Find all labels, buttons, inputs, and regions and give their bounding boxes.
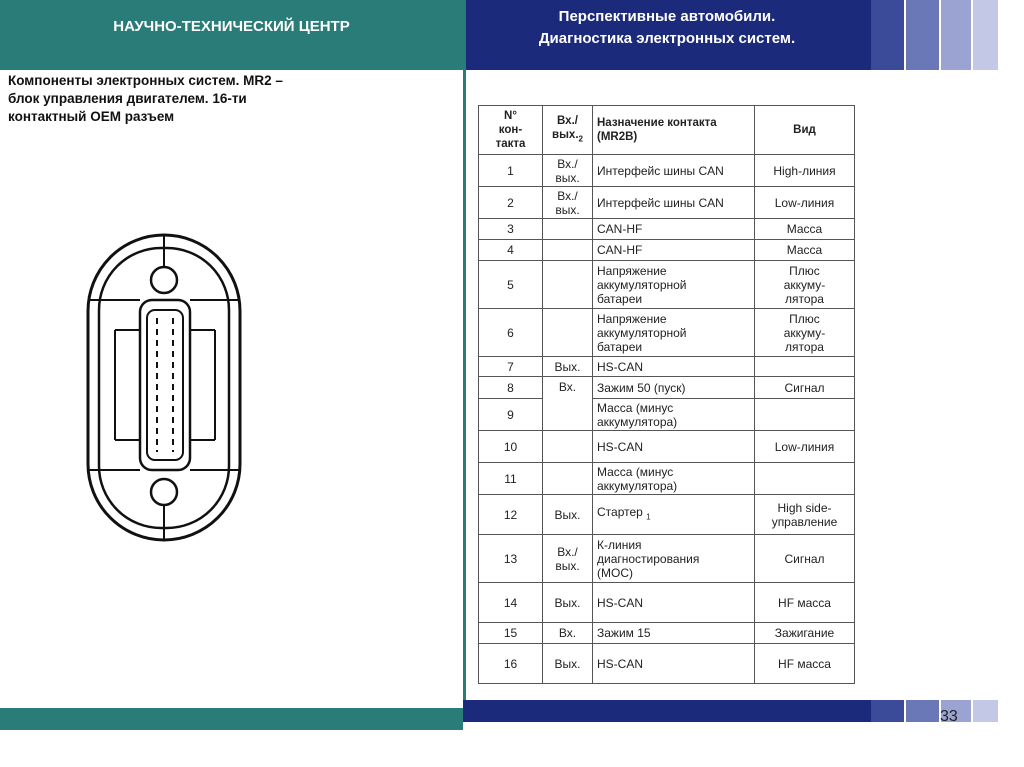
cell-pin-number: 3 [479, 219, 543, 240]
cell-pin-number: 14 [479, 583, 543, 623]
cell-type: Зажигание [755, 623, 855, 644]
cell-io: Вых. [543, 495, 593, 535]
cell-type: HF масса [755, 644, 855, 684]
cell-type: High-линия [755, 155, 855, 187]
cell-purpose: Зажим 50 (пуск) [593, 377, 755, 399]
table-row [479, 155, 855, 187]
cell-pin-number: 6 [479, 309, 543, 357]
connector-pin-cavity [147, 310, 183, 460]
cell-purpose: Стартер $_1$ [593, 495, 755, 535]
table-row [479, 583, 855, 623]
cell-io [543, 309, 593, 357]
header-square-2 [906, 0, 939, 70]
table-row [479, 399, 855, 431]
cell-io [543, 240, 593, 261]
connector-outer-shell [88, 235, 240, 540]
page-number: 33 [940, 708, 958, 725]
cell-purpose: Масса (минус аккумулятора) [593, 399, 755, 431]
cell-type: Масса [755, 240, 855, 261]
cell-io: Вх./ вых. [543, 187, 593, 219]
cell-purpose: Напряжение аккумуляторной батареи [593, 309, 755, 357]
subtitle-line-2: блок управления двигателем. 16-ти [8, 91, 247, 106]
connector-diagram [85, 230, 255, 550]
cell-purpose: CAN-HF [593, 219, 755, 240]
cell-io: Вх./ вых. [543, 155, 593, 187]
footer-left-band [0, 708, 463, 730]
cell-io: Вх./ вых. [543, 535, 593, 583]
table-row [479, 240, 855, 261]
cell-type [755, 463, 855, 495]
table-row [479, 357, 855, 377]
cell-type: High side- управление [755, 495, 855, 535]
cell-purpose: Напряжение аккумуляторной батареи [593, 261, 755, 309]
cell-io [543, 219, 593, 240]
table-row [479, 623, 855, 644]
subtitle-line-3: контактный OEM разъем [8, 109, 175, 124]
footer-right-band [463, 700, 871, 722]
cell-purpose: Интерфейс шины CAN [593, 155, 755, 187]
cell-io: Вых. [543, 583, 593, 623]
header-left-title: НАУЧНО-ТЕХНИЧЕСКИЙ ЦЕНТР [113, 18, 350, 35]
cell-purpose: HS-CAN [593, 644, 755, 684]
cell-pin-number: 7 [479, 357, 543, 377]
cell-purpose: Зажим 15 [593, 623, 755, 644]
table-row [479, 261, 855, 309]
cell-pin-number: 15 [479, 623, 543, 644]
table-row [479, 309, 855, 357]
connector-top-hole [151, 267, 177, 293]
cell-pin-number: 11 [479, 463, 543, 495]
cell-io [543, 261, 593, 309]
cell-type [755, 399, 855, 431]
cell-type: Сигнал [755, 377, 855, 399]
cell-pin-number: 4 [479, 240, 543, 261]
header-right-title [463, 6, 871, 50]
table-row [479, 463, 855, 495]
table-row [479, 495, 855, 535]
cell-type: Low-линия [755, 187, 855, 219]
cell-purpose: HS-CAN [593, 431, 755, 463]
cell-pin-number: 1 [479, 155, 543, 187]
connector-bottom-hole [151, 479, 177, 505]
cell-purpose: Масса (минус аккумулятора) [593, 463, 755, 495]
connector-inner-shell [99, 248, 229, 528]
header-left-band [0, 0, 463, 70]
cell-io: Вх. [543, 623, 593, 644]
cell-pin-number: 16 [479, 644, 543, 684]
pin-table [478, 105, 855, 684]
cell-pin-number: 10 [479, 431, 543, 463]
table-row [479, 187, 855, 219]
cell-pin-number: 12 [479, 495, 543, 535]
footer-square-2 [906, 700, 939, 722]
table-header-row [479, 106, 855, 155]
cell-type: HF масса [755, 583, 855, 623]
cell-io: Вых. [543, 357, 593, 377]
header-right-title-line2: Диагностика электронных систем. [538, 30, 796, 47]
cell-pin-number: 2 [479, 187, 543, 219]
table-row [479, 219, 855, 240]
header-square-4 [973, 0, 998, 70]
header-pin-number: N° кон- такта [479, 106, 543, 155]
cell-type: Масса [755, 219, 855, 240]
cell-purpose: К-линия диагностирования (МОС) [593, 535, 755, 583]
cell-io [543, 463, 593, 495]
cell-type [755, 357, 855, 377]
cell-type: Сигнал [755, 535, 855, 583]
subtitle-line-1: Компоненты электронных систем. MR2 – [8, 73, 283, 88]
cell-io: Вх. [543, 377, 593, 431]
cell-purpose: CAN-HF [593, 240, 755, 261]
cell-type: Low-линия [755, 431, 855, 463]
footer-square-4 [973, 700, 998, 722]
header-right-title-line1: Перспективные автомобили. [558, 8, 776, 25]
header-square-3 [941, 0, 971, 70]
table-row [479, 431, 855, 463]
cell-purpose: Интерфейс шины CAN [593, 187, 755, 219]
slide-subtitle [8, 72, 378, 126]
cell-type: Плюс аккуму- лятора [755, 261, 855, 309]
cell-io [543, 431, 593, 463]
table-row [479, 644, 855, 684]
cell-purpose: HS-CAN [593, 357, 755, 377]
cell-purpose: HS-CAN [593, 583, 755, 623]
cell-pin-number: 9 [479, 399, 543, 431]
header-square-1 [871, 0, 904, 70]
header-type: Вид [755, 106, 855, 155]
cell-pin-number: 13 [479, 535, 543, 583]
footer-square-1 [871, 700, 904, 722]
cell-type: Плюс аккуму- лятора [755, 309, 855, 357]
table-row [479, 377, 855, 399]
cell-io: Вых. [543, 644, 593, 684]
cell-pin-number: 8 [479, 377, 543, 399]
table-row [479, 535, 855, 583]
header-io: Вх./ $вых._2$ [543, 106, 593, 155]
divider-line [463, 0, 466, 720]
cell-pin-number: 5 [479, 261, 543, 309]
header-purpose: Назначение контакта (MR2B) [593, 106, 755, 155]
